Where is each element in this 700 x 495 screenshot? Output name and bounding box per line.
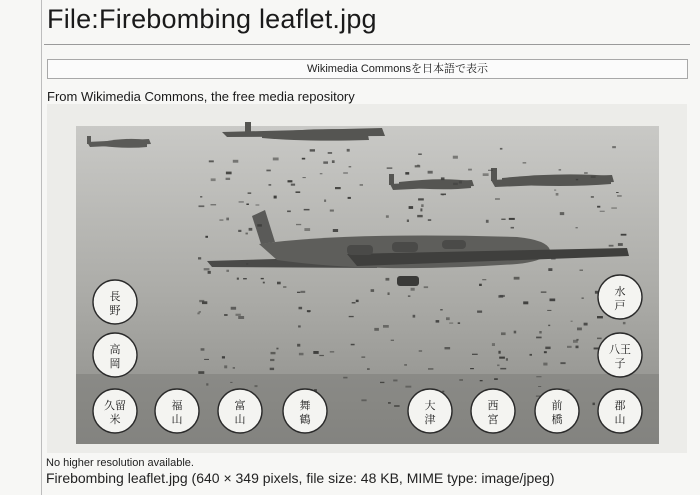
bomb-mark xyxy=(597,338,602,340)
bomb-mark xyxy=(261,278,264,279)
bomb-mark xyxy=(428,171,433,174)
bomb-mark xyxy=(388,292,390,295)
bomb-mark xyxy=(550,299,556,302)
bomb-mark xyxy=(246,204,249,206)
city-name-bottom: 津 xyxy=(424,413,436,426)
bomb-mark xyxy=(470,368,474,369)
bomb-mark xyxy=(405,172,409,175)
bomb-mark xyxy=(386,215,389,218)
bomb-mark xyxy=(238,316,244,319)
bomb-mark xyxy=(617,195,622,197)
bomb-mark xyxy=(560,212,564,215)
bomb-mark xyxy=(417,215,423,217)
bomb-mark xyxy=(237,278,239,280)
city-circle xyxy=(218,389,262,433)
bomb-mark xyxy=(304,228,310,231)
bomb-mark xyxy=(560,362,565,364)
bomb-mark xyxy=(483,173,489,176)
city-name-bottom: 山 xyxy=(171,413,183,426)
bomb-mark xyxy=(243,278,247,279)
bomb-mark xyxy=(239,201,244,202)
bomb-mark xyxy=(332,160,335,163)
bomb-mark xyxy=(499,357,505,359)
bomb-mark xyxy=(307,311,310,312)
bomb-mark xyxy=(333,229,338,232)
bomb-mark xyxy=(199,311,201,312)
bomb-mark xyxy=(304,209,310,211)
bomb-mark xyxy=(319,355,324,356)
bomb-mark xyxy=(226,270,229,272)
bomb-mark xyxy=(409,206,414,209)
bomb-mark xyxy=(445,347,451,349)
bomb-mark xyxy=(482,279,486,280)
bomb-mark xyxy=(545,347,550,350)
city-name-bottom: 橋 xyxy=(551,413,563,426)
city-circle xyxy=(471,389,515,433)
bomb-mark xyxy=(488,170,493,171)
bomb-mark xyxy=(420,208,422,211)
bomb-mark xyxy=(591,176,596,178)
bomb-mark xyxy=(204,359,209,360)
bomb-mark xyxy=(211,178,216,181)
bomb-mark xyxy=(269,184,272,186)
bomb-mark xyxy=(361,399,366,401)
bomb-mark xyxy=(211,204,217,205)
bomb-mark xyxy=(591,196,594,197)
bomb-mark xyxy=(621,234,627,236)
bomb-mark xyxy=(343,172,348,173)
bomb-mark xyxy=(597,206,600,208)
bomb-mark xyxy=(616,192,619,193)
bomb-mark xyxy=(296,224,301,225)
bomb-mark xyxy=(273,158,279,161)
bomb-mark xyxy=(330,210,334,212)
bomb-mark xyxy=(198,257,201,259)
city-circle xyxy=(535,389,579,433)
bomb-mark xyxy=(536,376,541,377)
bomb-mark xyxy=(486,220,489,223)
bomb-mark xyxy=(567,346,572,348)
bomb-mark xyxy=(413,315,416,318)
bomb-mark xyxy=(274,196,277,199)
city-circle xyxy=(408,389,452,433)
bomb-mark xyxy=(348,197,351,199)
title-divider xyxy=(44,44,690,45)
city-name-bottom: 山 xyxy=(234,413,246,426)
bomb-mark xyxy=(421,204,423,207)
language-banner[interactable]: Wikimedia Commonsを日本語で表示 xyxy=(47,59,688,79)
city-name-bottom: 岡 xyxy=(109,357,121,370)
leaflet-photo xyxy=(47,104,687,453)
city-name-bottom: 野 xyxy=(109,304,121,317)
bomb-mark xyxy=(208,271,211,274)
bomb-mark xyxy=(296,191,301,193)
bomb-mark xyxy=(224,314,228,316)
bomb-mark xyxy=(501,219,505,220)
bomb-mark xyxy=(313,351,318,354)
bomb-mark xyxy=(511,227,514,229)
bomb-mark xyxy=(514,277,520,280)
bomb-mark xyxy=(371,289,375,292)
city-name-bottom: 宮 xyxy=(487,413,499,426)
bomb-mark xyxy=(246,263,248,264)
bomb-mark xyxy=(231,307,236,310)
bomb-mark xyxy=(424,286,428,288)
bomb-mark xyxy=(230,382,232,383)
bomb-mark xyxy=(428,219,431,221)
bomb-mark xyxy=(200,196,202,197)
bomb-mark xyxy=(380,382,384,383)
city-name-top: 水 xyxy=(614,285,626,298)
bomb-mark xyxy=(222,356,225,358)
bomb-mark xyxy=(571,321,573,322)
bomb-mark xyxy=(523,162,527,164)
bomb-mark xyxy=(411,288,415,291)
bomb-mark xyxy=(506,358,508,361)
bomb-mark xyxy=(497,365,499,367)
city-name-bottom: 子 xyxy=(614,357,626,370)
bomb-mark xyxy=(548,325,550,326)
bomb-mark xyxy=(383,325,389,328)
city-name-bottom: 米 xyxy=(109,413,121,426)
bomb-mark xyxy=(249,228,253,231)
bomb-mark xyxy=(584,172,588,173)
bomb-mark xyxy=(246,233,248,235)
bomb-mark xyxy=(270,359,274,361)
bomb-mark xyxy=(538,386,541,387)
bomb-mark xyxy=(468,169,472,171)
bomb-mark xyxy=(374,328,379,331)
bomb-mark xyxy=(530,354,533,356)
bomb-mark xyxy=(453,156,458,159)
bomb-mark xyxy=(233,367,235,369)
bomb-mark xyxy=(498,295,503,298)
bomb-mark xyxy=(324,200,326,202)
city-circle xyxy=(155,389,199,433)
bomb-mark xyxy=(323,161,328,163)
bomb-mark xyxy=(386,278,390,281)
file-image[interactable] xyxy=(47,104,687,453)
bomb-mark xyxy=(297,292,300,293)
city-name-bottom: 戸 xyxy=(614,299,626,312)
bomb-mark xyxy=(367,368,370,370)
bomb-mark xyxy=(298,325,301,327)
bomb-mark xyxy=(204,268,210,270)
bomb-mark xyxy=(387,167,393,169)
city-name-top: 八王 xyxy=(609,343,631,356)
bomb-mark xyxy=(494,378,498,380)
bomb-mark xyxy=(330,351,334,352)
bomb-mark xyxy=(297,344,300,347)
bomb-mark xyxy=(277,282,281,285)
bomb-mark xyxy=(576,227,578,228)
city-name-top: 大 xyxy=(424,399,436,412)
bomb-mark xyxy=(419,350,422,352)
bomb-mark xyxy=(303,177,306,178)
bomb-mark xyxy=(501,332,506,335)
city-circle xyxy=(598,275,642,319)
bomb-mark xyxy=(209,160,214,162)
bomb-mark xyxy=(554,190,556,191)
bomb-mark xyxy=(291,184,295,186)
bomb-mark xyxy=(224,365,227,368)
city-name-top: 長 xyxy=(109,290,121,303)
bomb-mark xyxy=(299,353,304,356)
bomb-mark xyxy=(417,165,419,166)
bomb-mark xyxy=(352,302,356,303)
city-name-bottom: 山 xyxy=(614,413,626,426)
bomb-mark xyxy=(498,351,500,354)
bomb-mark xyxy=(418,154,422,155)
bomb-mark xyxy=(256,204,260,205)
bomb-mark xyxy=(320,173,323,174)
bomb-mark xyxy=(539,331,541,334)
city-name-top: 福 xyxy=(171,399,183,412)
bomb-mark xyxy=(393,380,397,382)
bomb-mark xyxy=(408,295,411,297)
bomb-mark xyxy=(428,368,433,369)
left-border xyxy=(41,0,42,495)
bomb-mark xyxy=(580,270,584,271)
bomb-mark xyxy=(238,230,241,232)
bomb-mark xyxy=(541,291,547,293)
bomb-mark xyxy=(609,245,614,247)
bomb-mark xyxy=(226,218,229,221)
bomb-mark xyxy=(266,170,270,172)
city-name-top: 高 xyxy=(109,343,121,356)
bomb-mark xyxy=(219,220,223,221)
bomb-mark xyxy=(441,177,445,180)
bomb-mark xyxy=(547,310,551,311)
bomb-mark xyxy=(446,317,450,320)
page-subtitle: From Wikimedia Commons, the free media repository xyxy=(47,89,355,104)
city-name-top: 舞 xyxy=(299,399,311,412)
bomb-mark xyxy=(263,282,265,284)
bomb-mark xyxy=(418,198,424,200)
bomb-mark xyxy=(255,385,258,387)
bomb-mark xyxy=(197,313,199,315)
bomb-mark xyxy=(472,354,478,355)
bomb-mark xyxy=(442,391,444,393)
bomb-mark xyxy=(440,309,443,311)
bomb-mark xyxy=(299,307,303,310)
bomb-mark xyxy=(559,169,562,170)
bomb-mark xyxy=(310,149,315,151)
bomb-mark xyxy=(201,348,205,351)
bomb-mark xyxy=(536,337,542,339)
bomb-mark xyxy=(287,211,291,213)
bomb-mark xyxy=(523,301,528,304)
file-details: (640 × 349 pixels, file size: 48 KB, MIME type: image/jpeg) xyxy=(187,470,555,486)
bomb-mark xyxy=(495,198,500,199)
bomb-mark xyxy=(514,331,517,334)
city-circle xyxy=(93,333,137,377)
bomb-mark xyxy=(551,258,556,260)
bomb-mark xyxy=(199,205,205,207)
bomb-mark xyxy=(404,364,407,365)
bomb-mark xyxy=(391,340,394,341)
bomb-mark xyxy=(328,152,332,154)
bomb-mark xyxy=(453,183,458,185)
bomb-mark xyxy=(271,352,276,354)
bomb-mark xyxy=(248,192,252,194)
resolution-note: No higher resolution available. xyxy=(46,457,194,469)
bomb-mark xyxy=(360,184,363,186)
bomb-mark xyxy=(407,220,409,223)
bomb-mark xyxy=(556,193,559,196)
city-name-top: 久留 xyxy=(104,399,126,412)
city-name-top: 西 xyxy=(487,399,499,412)
bomb-mark xyxy=(335,187,341,189)
city-circle xyxy=(93,280,137,324)
bomb-mark xyxy=(577,328,582,331)
bomb-mark xyxy=(449,323,453,324)
bomb-mark xyxy=(597,316,603,318)
bomb-mark xyxy=(236,314,241,316)
bomb-mark xyxy=(548,268,552,271)
city-name-top: 郡 xyxy=(614,399,626,412)
bomb-mark xyxy=(442,194,444,195)
city-circle xyxy=(598,333,642,377)
bomb-mark xyxy=(543,363,547,366)
bomb-mark xyxy=(600,211,605,212)
bomb-mark xyxy=(480,380,483,381)
bomb-mark xyxy=(492,343,495,346)
city-circle xyxy=(93,389,137,433)
bomb-mark xyxy=(544,351,547,353)
bomb-mark xyxy=(611,208,617,209)
bomb-mark xyxy=(405,386,411,388)
bomb-mark xyxy=(257,224,262,226)
bomb-mark xyxy=(361,356,365,358)
bomb-mark xyxy=(479,284,482,286)
file-name-link[interactable]: Firebombing leaflet.jpg xyxy=(46,470,188,486)
bomb-mark xyxy=(276,348,278,350)
bomb-mark xyxy=(233,160,239,163)
bomb-mark xyxy=(302,158,305,160)
city-name-bottom: 鶴 xyxy=(299,413,311,426)
bomb-mark xyxy=(458,322,460,324)
page-title: File:Firebombing leaflet.jpg xyxy=(47,4,377,34)
city-name-top: 富 xyxy=(234,399,246,412)
city-circle xyxy=(598,389,642,433)
bomb-mark xyxy=(618,243,623,246)
bomb-mark xyxy=(301,291,306,293)
bomb-mark xyxy=(283,287,286,288)
bomb-mark xyxy=(206,383,208,385)
bomb-mark xyxy=(436,320,440,323)
bomb-mark xyxy=(347,149,350,152)
bomb-mark xyxy=(459,181,462,183)
bomb-mark xyxy=(623,322,626,324)
bomb-mark xyxy=(226,172,232,175)
file-info-line xyxy=(46,470,555,486)
bomb-mark xyxy=(356,300,359,302)
bomb-mark xyxy=(349,316,354,317)
bomb-mark xyxy=(584,323,588,326)
bomb-mark xyxy=(270,368,274,370)
bomb-mark xyxy=(477,311,482,313)
city-circle xyxy=(283,389,327,433)
bomb-mark xyxy=(198,371,204,374)
bomb-mark xyxy=(288,180,293,182)
bomb-mark xyxy=(388,402,391,404)
bomb-mark xyxy=(226,178,231,180)
bomb-mark xyxy=(351,344,355,346)
bomb-mark xyxy=(202,301,207,304)
city-name-top: 前 xyxy=(551,399,563,412)
bomb-mark xyxy=(576,346,579,349)
bomb-mark xyxy=(500,148,503,150)
bomb-mark xyxy=(205,236,208,238)
bomb-mark xyxy=(582,298,584,299)
bomb-mark xyxy=(576,179,578,180)
bomb-mark xyxy=(459,380,463,381)
bomb-mark xyxy=(349,166,352,167)
bomb-mark xyxy=(593,403,595,406)
bomb-mark xyxy=(343,377,347,379)
bomb-mark xyxy=(500,368,506,370)
bomb-mark xyxy=(573,340,578,343)
bomb-mark xyxy=(612,146,616,148)
bomb-mark xyxy=(509,218,515,220)
bomb-mark xyxy=(394,405,400,407)
